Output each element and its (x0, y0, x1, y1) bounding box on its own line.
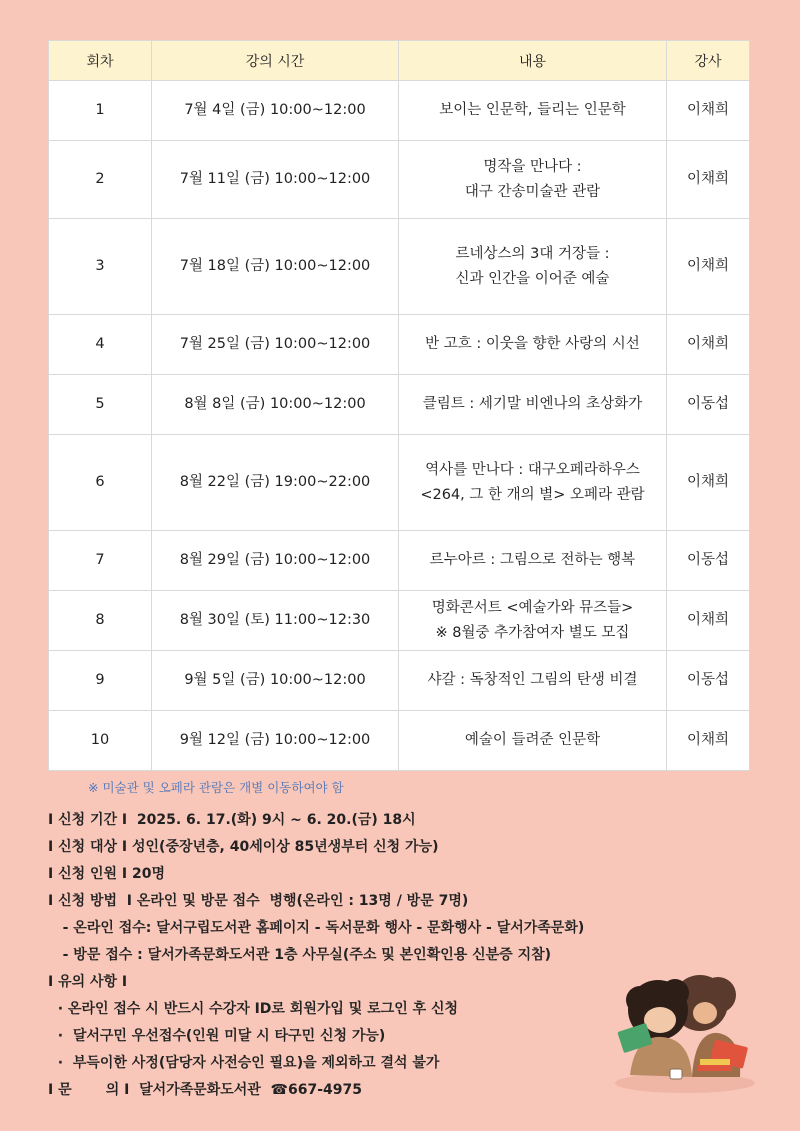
content-line: 르네상스의 3대 거장들 : (455, 245, 610, 262)
table-header-row (49, 41, 750, 81)
info-line: I 신청 인원 I 20명 (48, 866, 166, 882)
info-line: · 부득이한 사정(담당자 사전승인 필요)을 제외하고 결석 불가 (48, 1055, 440, 1071)
reading-characters-illustration (600, 965, 760, 1095)
info-line: I 신청 방법 I 온라인 및 방문 접수 병행(온라인 : 13명 / 방문 7명) (48, 893, 469, 909)
content-line: 샤갈 : 독창적인 그림의 탄생 비결 (427, 672, 638, 688)
session-number: 5 (49, 375, 152, 435)
lecture-content (399, 315, 667, 375)
session-number: 3 (49, 219, 152, 315)
lecture-time: 7월 4일 (금) 10:00~12:00 (152, 81, 399, 141)
lecturer-name: 이채희 (667, 81, 750, 141)
content-line: 명작을 만나다 : (483, 158, 582, 175)
lecture-time: 7월 11일 (금) 10:00~12:00 (152, 141, 399, 219)
session-number: 2 (49, 141, 152, 219)
application-info (48, 807, 584, 1104)
content-line: ※ 8월중 추가참여자 별도 모집 (435, 624, 630, 641)
lecturer-name: 이채희 (667, 435, 750, 531)
lecture-content (399, 375, 667, 435)
lecturer-name: 이동섭 (667, 375, 750, 435)
lecture-time: 8월 30일 (토) 11:00~12:30 (152, 591, 399, 651)
content-line: 역사를 만나다 : 대구오페라하우스 (425, 461, 640, 478)
lecturer-name: 이채희 (667, 711, 750, 771)
session-number: 7 (49, 531, 152, 591)
table-row (49, 375, 750, 435)
content-line: <264, 그 한 개의 별> 오페라 관람 (420, 486, 645, 503)
session-number: 4 (49, 315, 152, 375)
info-line: I 유의 사항 I (48, 974, 128, 990)
session-number: 1 (49, 81, 152, 141)
table-row (49, 651, 750, 711)
lecturer-name: 이동섭 (667, 531, 750, 591)
lecture-content (399, 81, 667, 141)
table-row (49, 711, 750, 771)
content-line: 반 고흐 : 이웃을 향한 사랑의 시선 (425, 336, 640, 352)
header-content: 내용 (399, 41, 667, 81)
lecture-content (399, 435, 667, 531)
content-line: 명화콘서트 <예술가와 뮤즈들> (431, 599, 634, 616)
lecture-time: 7월 18일 (금) 10:00~12:00 (152, 219, 399, 315)
lecturer-name: 이채희 (667, 141, 750, 219)
info-line: · 온라인 접수 시 반드시 수강자 ID로 회원가입 및 로그인 후 신청 (48, 1001, 459, 1017)
table-row (49, 81, 750, 141)
session-number: 10 (49, 711, 152, 771)
content-line: 르누아르 : 그림으로 전하는 행복 (429, 552, 636, 568)
lecture-content (399, 219, 667, 315)
session-number: 8 (49, 591, 152, 651)
lecture-time: 9월 12일 (금) 10:00~12:00 (152, 711, 399, 771)
table-row (49, 219, 750, 315)
header-lecturer: 강사 (667, 41, 750, 81)
table-row (49, 315, 750, 375)
lecture-time: 7월 25일 (금) 10:00~12:00 (152, 315, 399, 375)
info-line: I 문 의 I 달서가족문화도서관 ☎667-4975 (48, 1082, 362, 1098)
lecture-content (399, 711, 667, 771)
lecturer-name: 이동섭 (667, 651, 750, 711)
session-number: 6 (49, 435, 152, 531)
table-note: ※ 미술관 및 오페라 관람은 개별 이동하여야 함 (88, 780, 344, 795)
lecturer-name: 이채희 (667, 219, 750, 315)
lecture-content (399, 591, 667, 651)
header-time: 강의 시간 (152, 41, 399, 81)
info-line: - 방문 접수 : 달서가족문화도서관 1층 사무실(주소 및 본인확인용 신분증 지참) (48, 947, 552, 963)
lecture-time: 8월 22일 (금) 19:00~22:00 (152, 435, 399, 531)
lecture-content (399, 141, 667, 219)
info-line: - 온라인 접수: 달서구립도서관 홈페이지 - 독서문화 행사 - 문화행사 - 달서가족문화) (48, 920, 585, 936)
content-line: 대구 간송미술관 관람 (464, 183, 601, 200)
lecturer-name: 이채희 (667, 591, 750, 651)
content-line: 예술이 들려준 인문학 (464, 732, 601, 748)
content-line: 클림트 : 세기말 비엔나의 초상화가 (422, 396, 643, 412)
content-line: 보이는 인문학, 들리는 인문학 (439, 102, 626, 118)
lecturer-name: 이채희 (667, 315, 750, 375)
lecture-content (399, 531, 667, 591)
table-row (49, 591, 750, 651)
session-number: 9 (49, 651, 152, 711)
info-line: · 달서구민 우선접수(인원 미달 시 타구민 신청 가능) (48, 1028, 386, 1044)
table-row (49, 531, 750, 591)
lecture-content (399, 651, 667, 711)
schedule-table (48, 40, 750, 771)
table-row (49, 435, 750, 531)
lecture-time: 8월 8일 (금) 10:00~12:00 (152, 375, 399, 435)
lecture-time: 8월 29일 (금) 10:00~12:00 (152, 531, 399, 591)
info-line: I 신청 기간 I 2025. 6. 17.(화) 9시 ~ 6. 20.(금) 18시 (48, 812, 416, 828)
schedule-table-wrapper (48, 40, 749, 771)
header-session: 회차 (49, 41, 152, 81)
lecture-time: 9월 5일 (금) 10:00~12:00 (152, 651, 399, 711)
table-row (49, 141, 750, 219)
info-line: I 신청 대상 I 성인(중장년층, 40세이상 85년생부터 신청 가능) (48, 839, 439, 855)
content-line: 신과 인간을 이어준 예술 (455, 270, 610, 287)
